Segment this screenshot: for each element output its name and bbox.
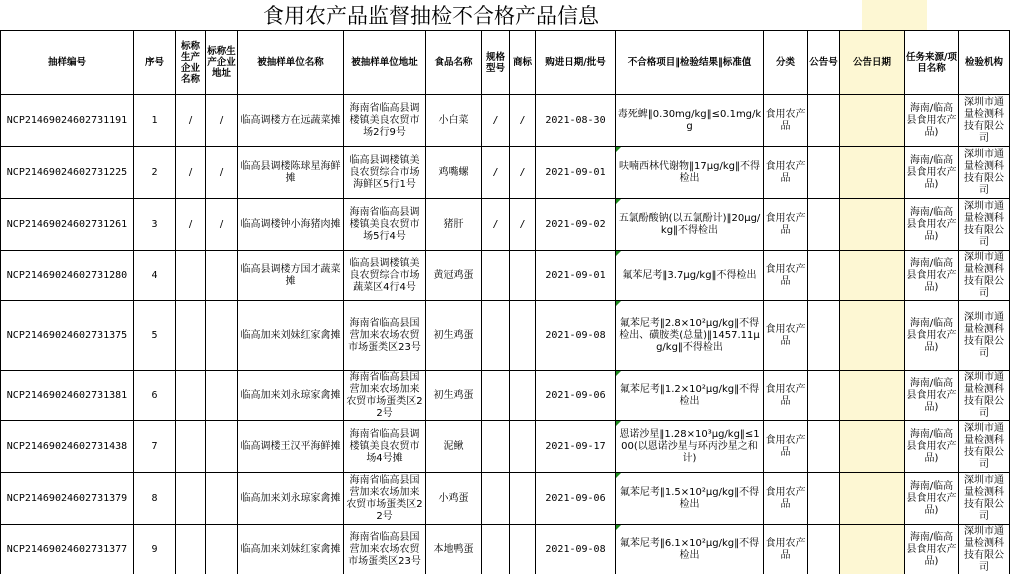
table-row — [1, 473, 1010, 525]
col-header-task[interactable]: 任务来源/项目名称 — [905, 31, 959, 95]
cell-seq[interactable]: 5 — [134, 301, 176, 371]
cell-ann-no[interactable] — [808, 473, 840, 525]
cell-food[interactable]: 黄冠鸡蛋 — [426, 251, 482, 301]
table-row — [1, 371, 1010, 421]
cell-mfr-addr[interactable] — [206, 301, 238, 371]
cell-result[interactable]: 毒死蜱‖0.30mg/kg‖≤0.1mg/kg — [616, 95, 764, 147]
cell-lab[interactable]: 深圳市通量检测科技有限公司 — [959, 421, 1010, 473]
cell-sample-no[interactable]: NCP21469024602731377 — [1, 525, 134, 574]
cell-ann-no[interactable] — [808, 421, 840, 473]
cell-food[interactable]: 鸡嘴螺 — [426, 147, 482, 199]
cell-spec[interactable]: / — [482, 147, 510, 199]
cell-lab[interactable]: 深圳市通量检测科技有限公司 — [959, 251, 1010, 301]
cell-sample-no[interactable]: NCP21469024602731191 — [1, 95, 134, 147]
cell-spec[interactable] — [482, 301, 510, 371]
cell-spec[interactable] — [482, 421, 510, 473]
cell-unit-addr[interactable]: 临高县调楼镇美良农贸综合市场海鲜区5行1号 — [344, 147, 426, 199]
cell-mfr-name[interactable]: / — [176, 95, 206, 147]
header-row — [1, 31, 1010, 95]
col-header-lab[interactable]: 检验机构 — [959, 31, 1010, 95]
cell-unit-addr[interactable]: 海南省临高县国营加来农场加来农贸市场蛋类区22号 — [344, 371, 426, 421]
col-header-date[interactable]: 购进日期/批号 — [536, 31, 616, 95]
cell-task[interactable]: 海南/临高县食用农产品) — [905, 199, 959, 251]
cell-unit-addr[interactable]: 海南省临高县国营加来农场加来农贸市场蛋类区22号 — [344, 473, 426, 525]
cell-mfr-name[interactable]: / — [176, 147, 206, 199]
cell-ann-no[interactable] — [808, 371, 840, 421]
cell-sample-no[interactable]: NCP21469024602731438 — [1, 421, 134, 473]
cell-sample-no[interactable]: NCP21469024602731375 — [1, 301, 134, 371]
cell-spec[interactable] — [482, 251, 510, 301]
cell-brand[interactable] — [510, 301, 536, 371]
results-table — [0, 30, 1010, 574]
cell-seq[interactable]: 4 — [134, 251, 176, 301]
cell-result[interactable]: 五氯酚酸钠(以五氯酚计)‖20μg/kg‖不得检出 — [616, 199, 764, 251]
cell-mfr-name[interactable] — [176, 251, 206, 301]
cell-result[interactable]: 氟苯尼考‖1.5×10²μg/kg‖不得检出 — [616, 473, 764, 525]
cell-task[interactable]: 海南/临高县食用农产品) — [905, 95, 959, 147]
table-row — [1, 199, 1010, 251]
cell-ann-no[interactable] — [808, 301, 840, 371]
cell-brand[interactable] — [510, 473, 536, 525]
cell-task[interactable]: 海南/临高县食用农产品) — [905, 473, 959, 525]
cell-sample-no[interactable]: NCP21469024602731379 — [1, 473, 134, 525]
cell-seq[interactable]: 7 — [134, 421, 176, 473]
cell-unit-addr[interactable]: 海南省临高县调楼镇美良农贸市场4号摊 — [344, 421, 426, 473]
cell-mfr-addr[interactable] — [206, 251, 238, 301]
cell-seq[interactable]: 9 — [134, 525, 176, 574]
cell-lab[interactable]: 深圳市通量检测科技有限公司 — [959, 473, 1010, 525]
cell-date[interactable]: 2021-09-01 — [536, 251, 616, 301]
cell-lab[interactable]: 深圳市通量检测科技有限公司 — [959, 199, 1010, 251]
cell-unit-name[interactable]: 临高县调楼方国才蔬菜摊 — [238, 251, 344, 301]
cell-food[interactable]: 本地鸭蛋 — [426, 525, 482, 574]
cell-food[interactable]: 猪肝 — [426, 199, 482, 251]
cell-date[interactable]: 2021-09-08 — [536, 301, 616, 371]
cell-food[interactable]: 小鸡蛋 — [426, 473, 482, 525]
cell-sample-no[interactable]: NCP21469024602731280 — [1, 251, 134, 301]
cell-lab[interactable]: 深圳市通量检测科技有限公司 — [959, 147, 1010, 199]
cell-date[interactable]: 2021-09-01 — [536, 147, 616, 199]
cell-sample-no[interactable]: NCP21469024602731381 — [1, 371, 134, 421]
cell-brand[interactable] — [510, 371, 536, 421]
cell-lab[interactable]: 深圳市通量检测科技有限公司 — [959, 525, 1010, 574]
cell-unit-name[interactable]: 临高加来刘妹红家禽摊 — [238, 525, 344, 574]
cell-spec[interactable]: / — [482, 95, 510, 147]
cell-ann-date[interactable] — [840, 421, 905, 473]
cell-unit-name[interactable]: 临高加来刘妹红家禽摊 — [238, 301, 344, 371]
cell-sample-no[interactable]: NCP21469024602731225 — [1, 147, 134, 199]
cell-mfr-addr[interactable] — [206, 371, 238, 421]
cell-category[interactable]: 食用农产品 — [764, 251, 808, 301]
col-header-category[interactable]: 分类 — [764, 31, 808, 95]
cell-ann-no[interactable] — [808, 525, 840, 574]
cell-category[interactable]: 食用农产品 — [764, 371, 808, 421]
cell-date[interactable]: 2021-09-17 — [536, 421, 616, 473]
cell-food[interactable]: 小白菜 — [426, 95, 482, 147]
cell-food[interactable]: 初生鸡蛋 — [426, 371, 482, 421]
col-header-food[interactable]: 食品名称 — [426, 31, 482, 95]
cell-unit-name[interactable]: 临高调楼方在远蔬菜摊 — [238, 95, 344, 147]
cell-seq[interactable]: 6 — [134, 371, 176, 421]
cell-brand[interactable] — [510, 421, 536, 473]
cell-task[interactable]: 海南/临高县食用农产品) — [905, 371, 959, 421]
cell-task[interactable]: 海南/临高县食用农产品) — [905, 421, 959, 473]
sheet-title: 食用农产品监督抽检不合格产品信息 — [263, 4, 599, 28]
cell-category[interactable]: 食用农产品 — [764, 301, 808, 371]
cell-task[interactable]: 海南/临高县食用农产品) — [905, 301, 959, 371]
cell-mfr-addr[interactable] — [206, 525, 238, 574]
cell-ann-no[interactable] — [808, 199, 840, 251]
cell-task[interactable]: 海南/临高县食用农产品) — [905, 525, 959, 574]
cell-ann-date[interactable] — [840, 473, 905, 525]
cell-category[interactable]: 食用农产品 — [764, 199, 808, 251]
table-row — [1, 301, 1010, 371]
cell-ann-date[interactable] — [840, 301, 905, 371]
cell-unit-name[interactable]: 临高调楼王汉平海鲜摊 — [238, 421, 344, 473]
cell-ann-no[interactable] — [808, 147, 840, 199]
cell-sample-no[interactable]: NCP21469024602731261 — [1, 199, 134, 251]
cell-date[interactable]: 2021-09-02 — [536, 199, 616, 251]
cell-ann-date[interactable] — [840, 199, 905, 251]
cell-ann-date[interactable] — [840, 525, 905, 574]
cell-spec[interactable]: / — [482, 199, 510, 251]
cell-unit-addr[interactable]: 海南省临高县调楼镇美良农贸市场2行9号 — [344, 95, 426, 147]
cell-category[interactable]: 食用农产品 — [764, 421, 808, 473]
cell-brand[interactable]: / — [510, 147, 536, 199]
cell-mfr-name[interactable] — [176, 473, 206, 525]
cell-mfr-name[interactable] — [176, 525, 206, 574]
cell-mfr-addr[interactable] — [206, 473, 238, 525]
cell-mfr-name[interactable] — [176, 371, 206, 421]
cell-brand[interactable]: / — [510, 199, 536, 251]
cell-mfr-name[interactable] — [176, 301, 206, 371]
cell-brand[interactable] — [510, 525, 536, 574]
col-header-mfr-addr[interactable]: 标称生产企业地址 — [206, 31, 238, 95]
cell-task[interactable]: 海南/临高县食用农产品) — [905, 147, 959, 199]
cell-lab[interactable]: 深圳市通量检测科技有限公司 — [959, 371, 1010, 421]
cell-unit-addr[interactable]: 临高县调楼镇美良农贸综合市场蔬菜区4行4号 — [344, 251, 426, 301]
table-row — [1, 251, 1010, 301]
highlight-cell[interactable] — [862, 0, 927, 30]
cell-mfr-addr[interactable]: / — [206, 147, 238, 199]
table-body — [1, 95, 1010, 574]
cell-date[interactable]: 2021-09-08 — [536, 525, 616, 574]
col-header-spec[interactable]: 规格型号 — [482, 31, 510, 95]
cell-task[interactable]: 海南/临高县食用农产品) — [905, 251, 959, 301]
cell-category[interactable]: 食用农产品 — [764, 473, 808, 525]
cell-result[interactable]: 恩诺沙星‖1.28×10³μg/kg‖≤100(以恩诺沙星与环丙沙星之和计) — [616, 421, 764, 473]
cell-mfr-name[interactable]: / — [176, 199, 206, 251]
table-row — [1, 421, 1010, 473]
cell-date[interactable]: 2021-09-06 — [536, 371, 616, 421]
cell-mfr-name[interactable] — [176, 421, 206, 473]
cell-ann-date[interactable] — [840, 251, 905, 301]
cell-unit-name[interactable]: 临高加来刘永琼家禽摊 — [238, 371, 344, 421]
cell-seq[interactable]: 8 — [134, 473, 176, 525]
cell-spec[interactable] — [482, 473, 510, 525]
table-row — [1, 147, 1010, 199]
col-header-ann-date[interactable]: 公告日期 — [840, 31, 905, 95]
cell-ann-no[interactable] — [808, 251, 840, 301]
cell-unit-name[interactable]: 临高加来刘永琼家禽摊 — [238, 473, 344, 525]
col-header-ann-no[interactable]: 公告号 — [808, 31, 840, 95]
cell-mfr-addr[interactable]: / — [206, 199, 238, 251]
cell-date[interactable]: 2021-08-30 — [536, 95, 616, 147]
cell-unit-name[interactable]: 临高调楼钟小海猪肉摊 — [238, 199, 344, 251]
cell-seq[interactable]: 1 — [134, 95, 176, 147]
cell-category[interactable]: 食用农产品 — [764, 147, 808, 199]
cell-mfr-addr[interactable] — [206, 421, 238, 473]
cell-mfr-addr[interactable]: / — [206, 95, 238, 147]
cell-ann-date[interactable] — [840, 371, 905, 421]
cell-result[interactable]: 氟苯尼考‖1.2×10²μg/kg‖不得检出 — [616, 371, 764, 421]
cell-result[interactable]: 氟苯尼考‖6.1×10²μg/kg‖不得检出 — [616, 525, 764, 574]
cell-category[interactable]: 食用农产品 — [764, 95, 808, 147]
table-row — [1, 95, 1010, 147]
cell-result[interactable]: 呋喃西林代谢物‖17μg/kg‖不得检出 — [616, 147, 764, 199]
cell-seq[interactable]: 2 — [134, 147, 176, 199]
cell-lab[interactable]: 深圳市通量检测科技有限公司 — [959, 95, 1010, 147]
col-header-mfr-name[interactable]: 标称生产企业名称 — [176, 31, 206, 95]
cell-result[interactable]: 氟苯尼考‖3.7μg/kg‖不得检出 — [616, 251, 764, 301]
cell-category[interactable]: 食用农产品 — [764, 525, 808, 574]
col-header-sample-no[interactable]: 抽样编号 — [1, 31, 134, 95]
col-header-seq[interactable]: 序号 — [134, 31, 176, 95]
cell-food[interactable]: 泥鳅 — [426, 421, 482, 473]
table-row — [1, 525, 1010, 574]
cell-food[interactable]: 初生鸡蛋 — [426, 301, 482, 371]
cell-unit-addr[interactable]: 海南省临高县国营加来农场农贸市场蛋类区23号 — [344, 301, 426, 371]
cell-unit-addr[interactable]: 海南省临高县调楼镇美良农贸市场5行4号 — [344, 199, 426, 251]
col-header-unit-addr[interactable]: 被抽样单位地址 — [344, 31, 426, 95]
cell-spec[interactable] — [482, 525, 510, 574]
cell-seq[interactable]: 3 — [134, 199, 176, 251]
cell-ann-date[interactable] — [840, 147, 905, 199]
title-row — [0, 0, 1029, 30]
cell-result[interactable]: 氟苯尼考‖2.8×10²μg/kg‖不得检出、磺胺类(总量)‖1457.11μg/kg‖不得检出 — [616, 301, 764, 371]
col-header-unit-name[interactable]: 被抽样单位名称 — [238, 31, 344, 95]
cell-ann-no[interactable] — [808, 95, 840, 147]
cell-unit-addr[interactable]: 海南省临高县国营加来农场农贸市场蛋类区23号 — [344, 525, 426, 574]
cell-date[interactable]: 2021-09-06 — [536, 473, 616, 525]
col-header-brand[interactable]: 商标 — [510, 31, 536, 95]
col-header-result[interactable]: 不合格项目‖检验结果‖标准值 — [616, 31, 764, 95]
cell-brand[interactable]: / — [510, 95, 536, 147]
cell-brand[interactable] — [510, 251, 536, 301]
cell-unit-name[interactable]: 临高县调楼陈球星海鲜摊 — [238, 147, 344, 199]
cell-spec[interactable] — [482, 371, 510, 421]
cell-lab[interactable]: 深圳市通量检测科技有限公司 — [959, 301, 1010, 371]
cell-ann-date[interactable] — [840, 95, 905, 147]
